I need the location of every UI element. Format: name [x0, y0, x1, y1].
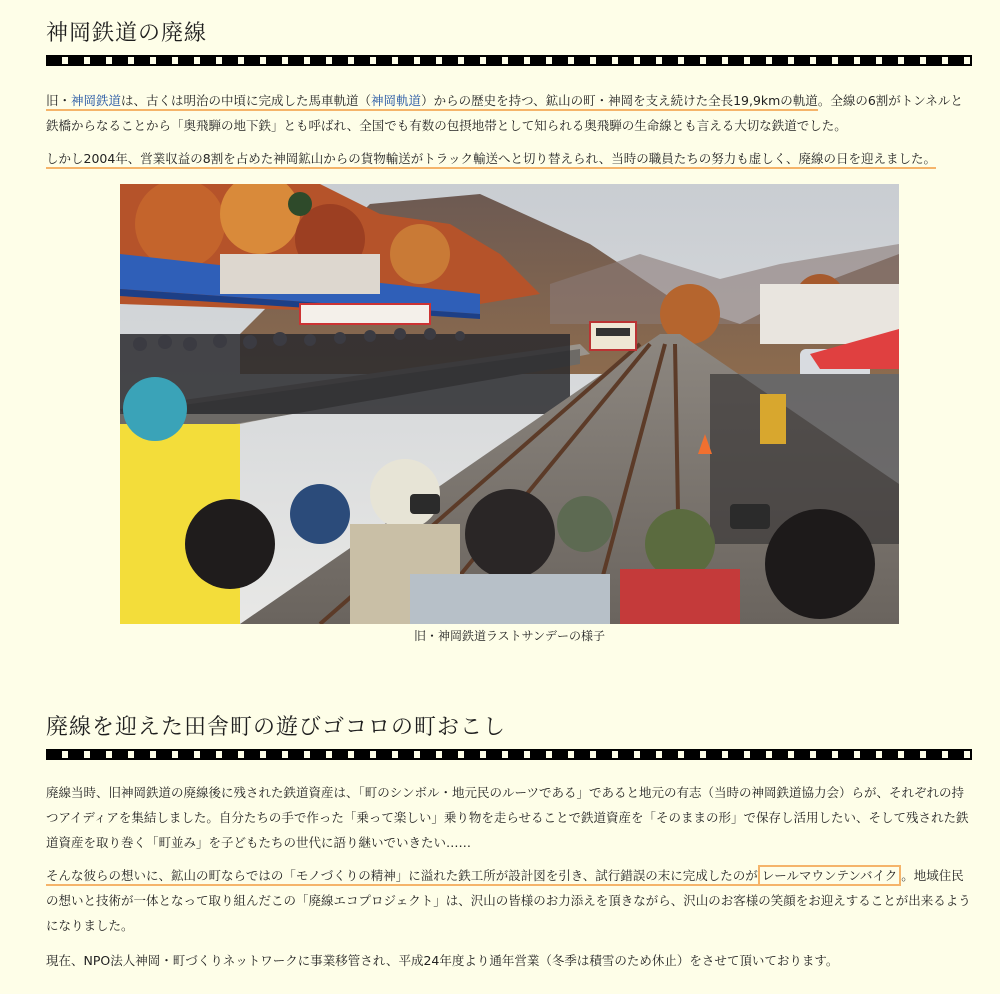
section-title-machiokoshi: 廃線を迎えた田舎町の遊びゴコロの町おこし [46, 715, 507, 740]
rail-divider [46, 55, 972, 66]
closure-paragraph [46, 146, 972, 171]
link-kamioka-railway[interactable]: 神岡鉄道 [71, 93, 122, 108]
rail-divider-2 [46, 749, 972, 760]
closure-highlight: しかし2004年、営業収益の8割を占めた神岡鉱山からの貨物輸送がトラック輸送へと切り替えられ、当時の職員たちの努力も虚しく、廃線の日を迎えました。 [46, 151, 936, 169]
current-status-paragraph: 現在、NPO法人神岡・町づくりネットワークに事業移管され、平成24年度より通年営業（冬季は積雪のため休止）をさせて頂いております。 [46, 953, 839, 968]
rail-mountain-bike-label: レールマウンテンバイク [758, 865, 902, 886]
last-sunday-photo [120, 184, 899, 624]
link-kamioka-kido[interactable]: 神岡軌道 [371, 93, 422, 108]
last-sunday-photo-illustration [120, 184, 899, 624]
section-title-haisen: 神岡鉄道の廃線 [46, 21, 208, 46]
photo-caption: 旧・神岡鉄道ラストサンデーの様子 [413, 629, 606, 643]
rail-mtb-paragraph: そんな彼らの想いに、鉱山の町ならではの「モノづくりの精神」に溢れた鉄工所が設計図を引き、試行錯誤の末に完成したのが レールマウンテンバイク 。地域住民の想いと技術が一体となって取り組んだこの「廃線エコプロジェクト」は、沢山の皆様のお力添えを頂きながら、沢山のお客様の笑顔をお迎えすることが出来るようになりました。 [46, 863, 972, 938]
background-paragraph: 廃線当時、旧神岡鉄道の廃線後に残された鉄道資産は、「町のシンボル・地元民のルーツである」であると地元の有志（当時の神岡鉄道協力会）らが、それぞれの持つアイディアを集結しました。自分たちの手で作った「乗って楽しい」乗り物を走らせることで鉄道資産を「そのままの形」で保存し活用したい、そして残された鉄道資産を取り巻く「町並み」を子どもたちの世代に語り継いでいきたい…… [46, 785, 969, 850]
intro-highlight: 旧・神岡鉄道は、古くは明治の中頃に完成した馬車軌道（神岡軌道）からの歴史を持つ、鉱山の町・神岡を支え続けた全長19,9kmの軌道 [46, 93, 818, 111]
rail-mtb-highlight: そんな彼らの想いに、鉱山の町ならではの「モノづくりの精神」に溢れた鉄工所が設計図を引き、試行錯誤の末に完成したのが [46, 868, 758, 886]
intro-paragraph: 旧・神岡鉄道は、古くは明治の中頃に完成した馬車軌道（神岡軌道）からの歴史を持つ、鉱山の町・神岡を支え続けた全長19,9kmの軌道。全線の6割がトンネルと鉄橋からなることから「奥飛騨の地下鉄」とも呼ばれ、全国でも有数の包摂地帯として知られる奥飛騨の生命線とも言える大切な鉄道でした。 [46, 93, 963, 133]
